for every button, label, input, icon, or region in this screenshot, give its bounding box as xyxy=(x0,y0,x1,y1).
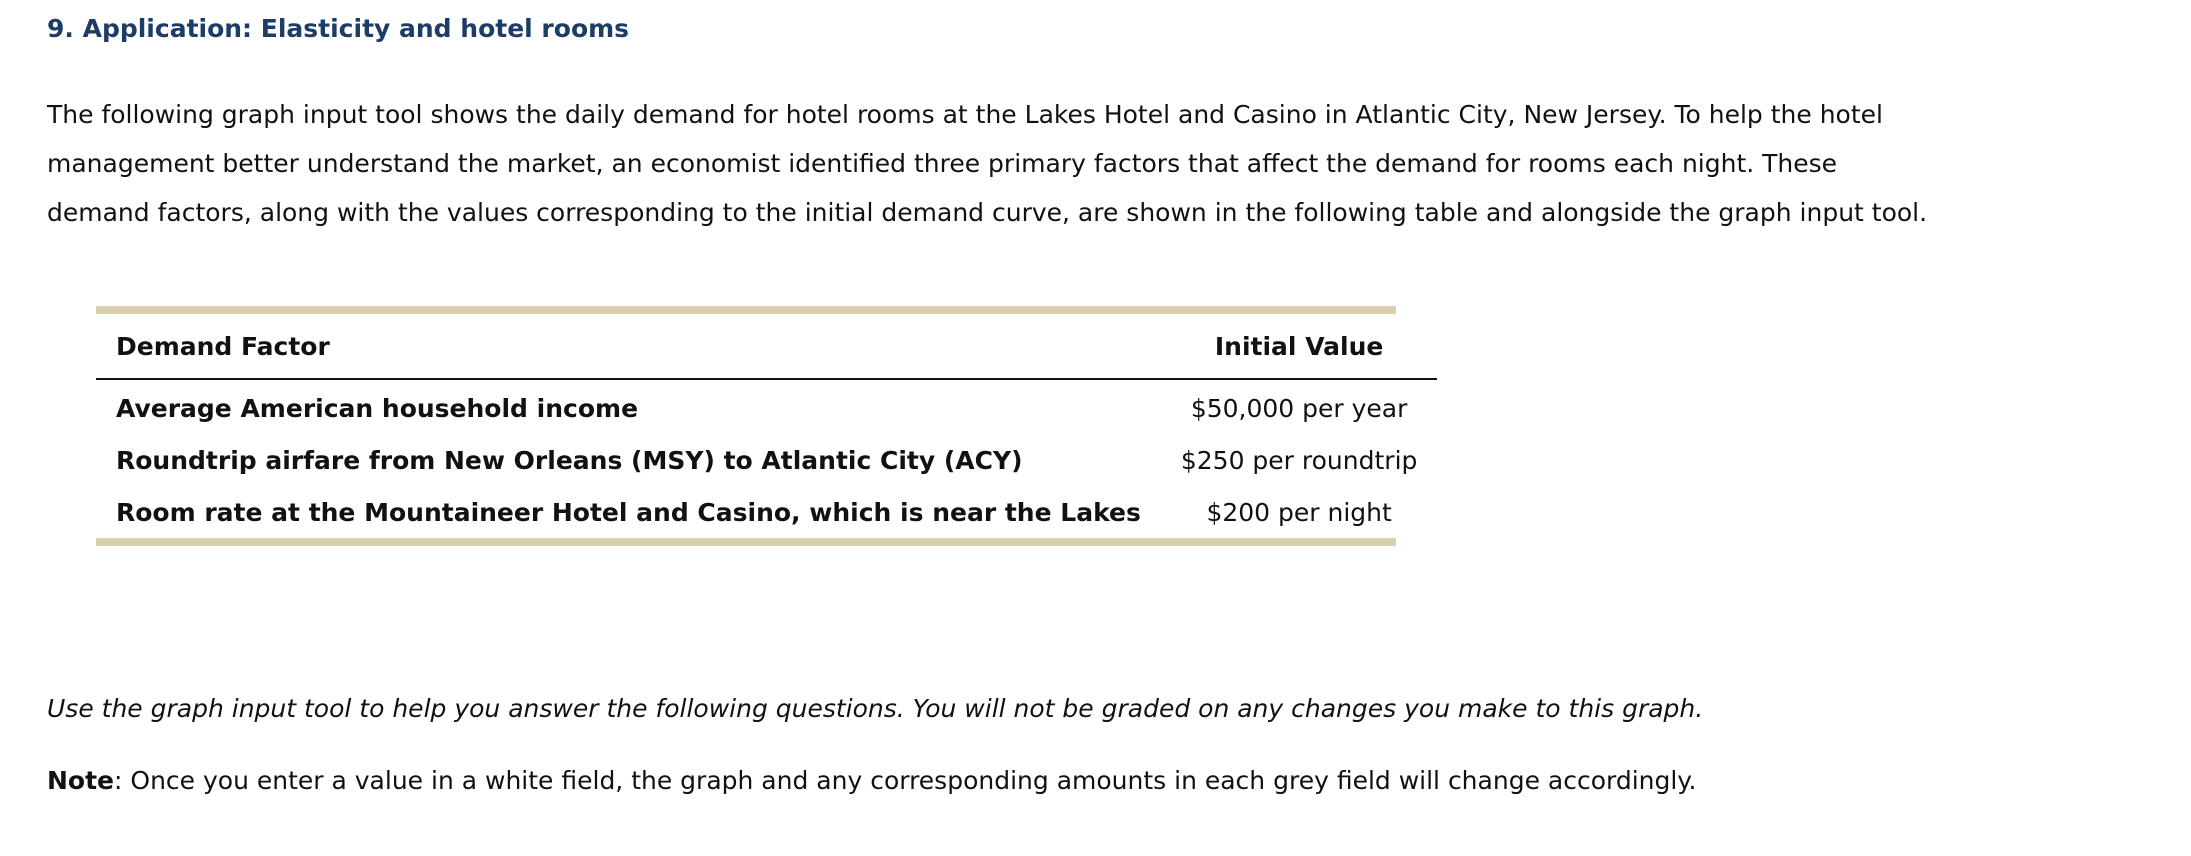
column-header-demand-factor: Demand Factor xyxy=(116,331,330,361)
note-text: : Once you enter a value in a white field, the graph and any corresponding amounts in each grey field will change accordingly. xyxy=(114,766,1697,795)
table-row xyxy=(96,434,1437,486)
graph-instructions: Use the graph input tool to help you answer the following questions. You will not be graded on any changes you make to this graph. xyxy=(47,694,1704,723)
table-row xyxy=(96,379,1437,434)
demand-factor-table xyxy=(96,306,1418,546)
value-cell: $250 per roundtrip xyxy=(1180,445,1418,475)
factor-cell: Roundtrip airfare from New Orleans (MSY) to Atlantic City (ACY) xyxy=(116,445,1023,475)
table-header-row xyxy=(96,314,1437,379)
factor-cell: Average American household income xyxy=(116,393,639,423)
note-label: Note xyxy=(47,766,115,795)
column-header-initial-value: Initial Value xyxy=(1214,331,1384,361)
value-cell: $50,000 per year xyxy=(1190,393,1408,423)
intro-paragraph: The following graph input tool shows the daily demand for hotel rooms at the Lakes Hotel and Casino in Atlantic City, New Jersey. To help the hotel management better understand the market, an economist identified three primary factors that affect the demand for rooms each night. These demand factors, along with the values corresponding to the initial demand curve, are shown in the following table and alongside the graph input tool. xyxy=(47,100,1928,227)
value-cell: $200 per night xyxy=(1206,497,1392,527)
section-title: 9. Application: Elasticity and hotel rooms xyxy=(47,14,630,43)
factor-cell: Room rate at the Mountaineer Hotel and Casino, which is near the Lakes xyxy=(116,497,1141,527)
table-row xyxy=(96,486,1437,538)
note-paragraph xyxy=(47,766,1697,795)
